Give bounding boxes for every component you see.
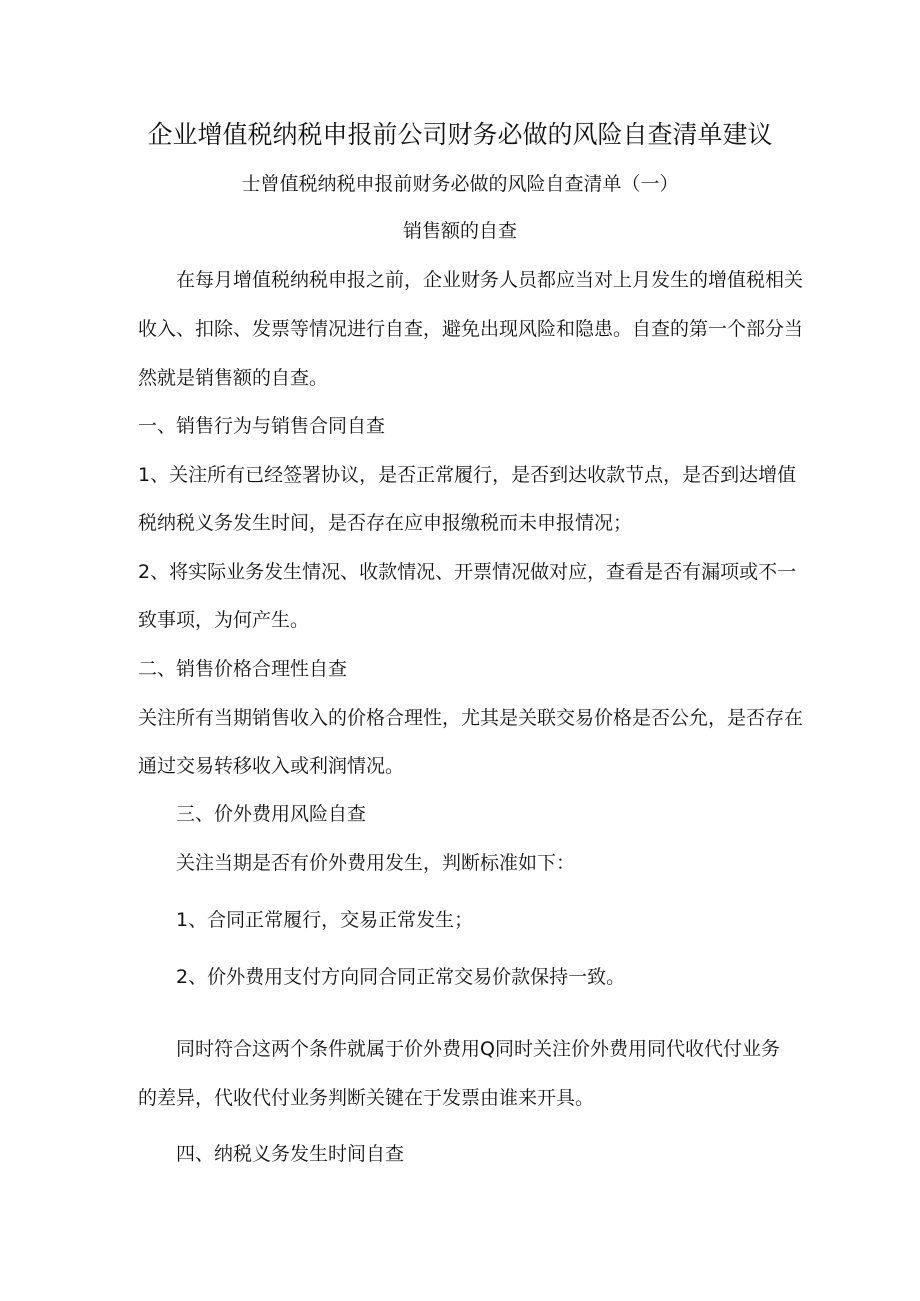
paragraph-line: 的差异，代收代付业务判断关键在于发票由谁来开具。	[138, 1087, 595, 1109]
heading-price-reasonableness: 二、销售价格合理性自查	[138, 658, 348, 680]
paragraph-line: 关注当期是否有价外费用发生，判断标准如下：	[176, 852, 576, 874]
heading-extra-fees: 三、价外费用风险自查	[176, 803, 367, 825]
paragraph-line: 1、合同正常履行，交易正常发生；	[176, 909, 474, 931]
paragraph-line: 1、关注所有已经签署协议，是否正常履行，是否到达收款节点，是否到达增值	[138, 464, 797, 486]
section-heading: 销售额的自查	[402, 220, 517, 242]
paragraph-line: 税纳税义务发生时间，是否存在应申报缴税而未申报情况；	[138, 512, 633, 534]
paragraph-line: 然就是销售额的自查。	[138, 367, 329, 389]
paragraph-line: 2、将实际业务发生情况、收款情况、开票情况做对应，查看是否有漏项或不一	[138, 561, 797, 583]
document-title: 企业增值税纳税申报前公司财务必做的风险自查清单建议	[147, 120, 773, 149]
paragraph-line: 通过交易转移收入或利润情况。	[138, 755, 405, 777]
heading-sales-contract: 一、销售行为与销售合同自查	[138, 415, 386, 437]
paragraph-line: 同时符合这两个条件就属于价外费用Q同时关注价外费用同代收代付业务	[176, 1038, 780, 1060]
paragraph-line: 致事项，为何产生。	[138, 609, 310, 631]
paragraph-line: 在每月增值税纳税申报之前，企业财务人员都应当对上月发生的增值税相关	[176, 269, 804, 291]
heading-tax-obligation-time: 四、纳税义务发生时间自查	[176, 1143, 405, 1165]
document-subtitle: 士曾值税纳税申报前财务必做的风险自查清单（一）	[241, 173, 679, 195]
paragraph-line: 2、价外费用支付方向同合同正常交易价款保持一致。	[176, 966, 626, 988]
paragraph-line: 关注所有当期销售收入的价格合理性，尤其是关联交易价格是否公允，是否存在	[138, 707, 804, 729]
paragraph-line: 收入、扣除、发票等情况进行自查，避免出现风险和隐患。自查的第一个部分当	[138, 318, 804, 340]
